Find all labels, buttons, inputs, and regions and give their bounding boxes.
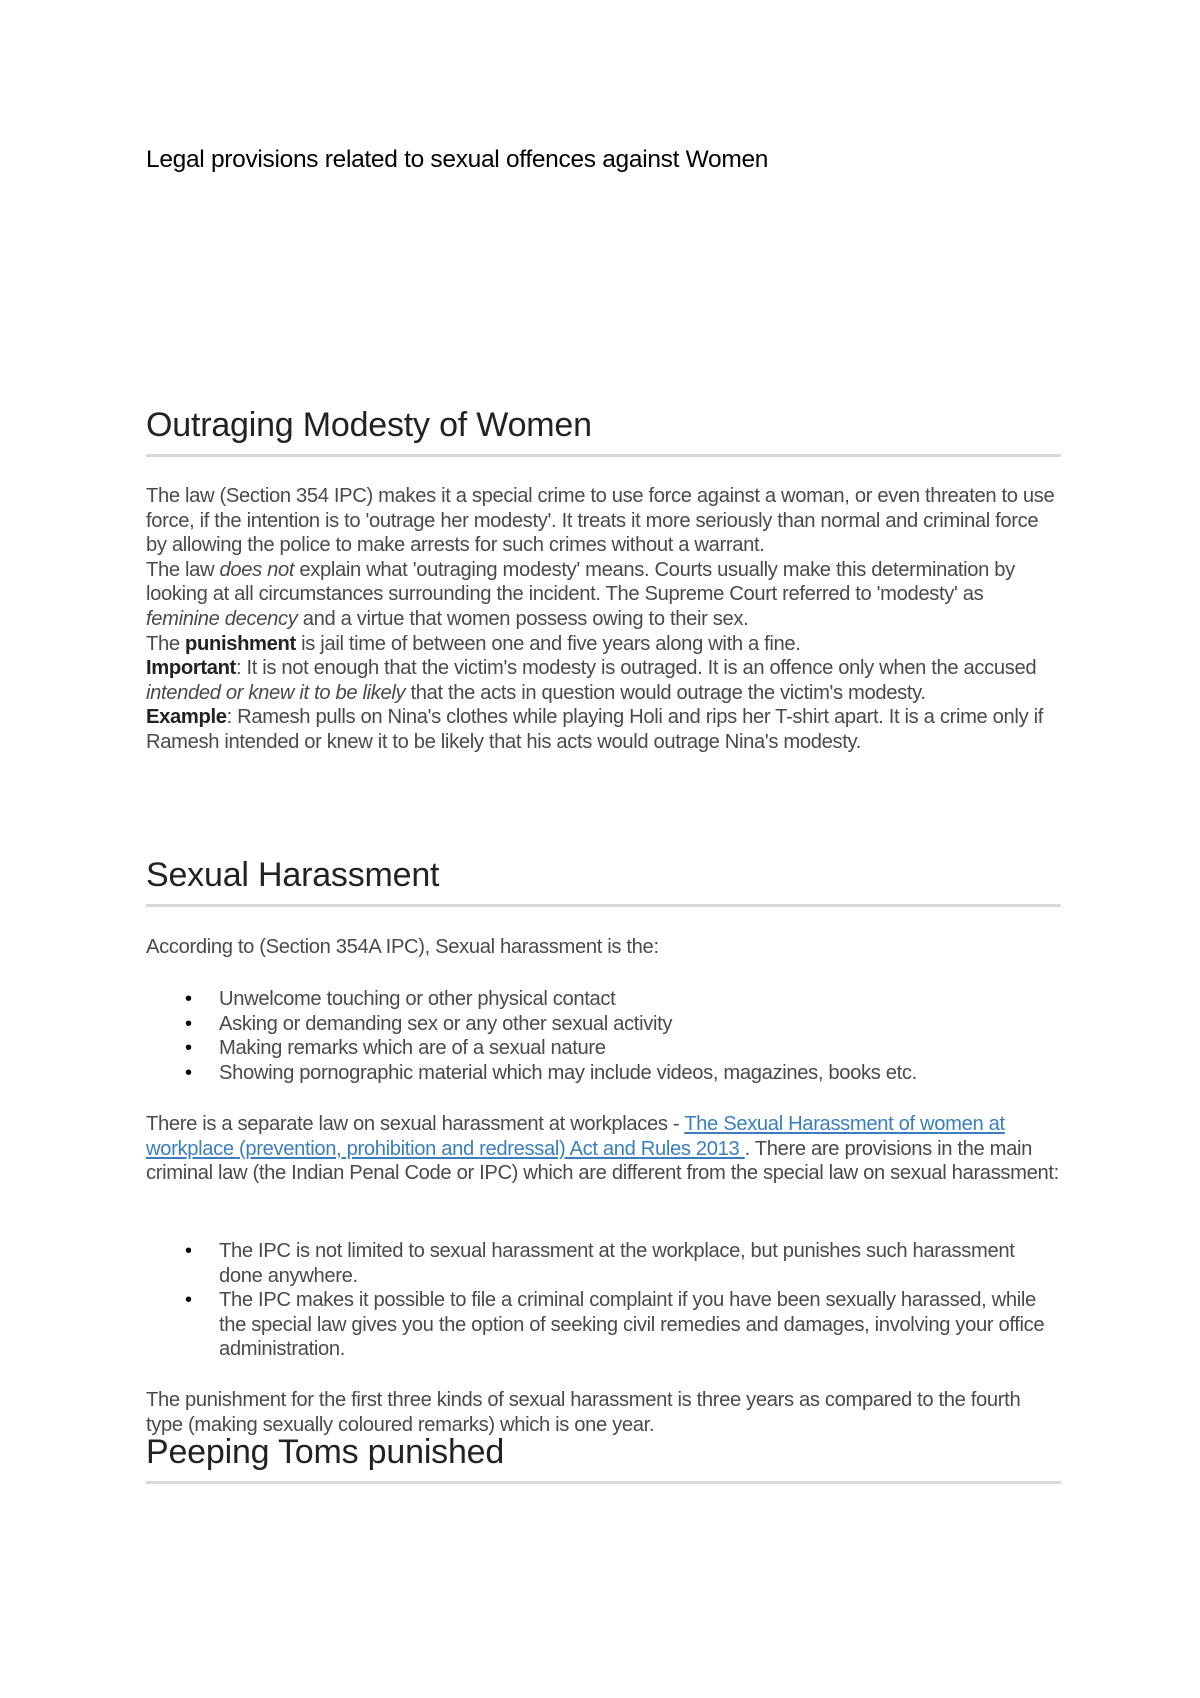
list-item: • Showing pornographic material which may include videos, magazines, books etc. xyxy=(185,1061,917,1084)
bullet-icon: • xyxy=(185,1240,192,1262)
list-item: • Asking or demanding sex or any other sexual activity xyxy=(185,1012,673,1035)
section-divider xyxy=(146,1481,1061,1484)
harassment-types-list xyxy=(146,987,1061,1085)
section-divider xyxy=(146,454,1061,457)
bullet-icon: • xyxy=(185,1289,192,1312)
paragraph: According to (Section 354A IPC), Sexual harassment is the: xyxy=(146,936,659,958)
section-heading-peeping-toms: Peeping Toms punished xyxy=(146,1433,505,1471)
paragraph: The law (Section 354 IPC) makes it a special crime to use force against a woman, or even threaten to use force, if the intention is to 'outrage her modesty'. It treats it more seriously than normal and criminal force by allowing the police to make arrests for such crimes without a warrant. xyxy=(146,485,1055,557)
paragraph: Important: It is not enough that the victim's modesty is outraged. It is an offence only when the accused intended or knew it to be likely that the acts in question would outrage the victim's modesty. xyxy=(146,657,1037,704)
list-item: • The IPC makes it possible to file a criminal complaint if you have been sexually harassed, while the special law gives you the option of seeking civil remedies and damages, involving your office administration. xyxy=(185,1289,1045,1361)
bullet-icon: • xyxy=(185,988,192,1010)
bullet-icon: • xyxy=(185,1012,192,1035)
paragraph: The law does not explain what 'outraging modesty' means. Courts usually make this determination by looking at all circumstances surrounding the incident. The Supreme Court referred to 'modesty' as feminine decency and a virtue that women possess owing to their sex. xyxy=(146,558,1015,630)
bullet-icon: • xyxy=(185,1061,192,1084)
ipc-differences-list xyxy=(146,1239,1061,1362)
list-item: • Making remarks which are of a sexual nature xyxy=(185,1037,606,1060)
document-title: Legal provisions related to sexual offences against Women xyxy=(146,146,769,173)
paragraph: Example: Ramesh pulls on Nina's clothes while playing Holi and rips her T-shirt apart. It is a crime only if Ramesh intended or knew it to be likely that his acts would outrage Nina's modesty. xyxy=(146,706,1043,753)
list-item: • The IPC is not limited to sexual harassment at the workplace, but punishes such harassment done anywhere. xyxy=(185,1240,1015,1287)
list-item: • Unwelcome touching or other physical contact xyxy=(185,988,616,1010)
section-divider xyxy=(146,904,1061,907)
paragraph: The punishment for the first three kinds of sexual harassment is three years as compared to the fourth type (making sexually coloured remarks) which is one year. xyxy=(146,1389,1021,1436)
section-heading-sexual-harassment: Sexual Harassment xyxy=(146,856,440,894)
bullet-icon: • xyxy=(185,1037,192,1060)
paragraph: There is a separate law on sexual harassment at workplaces - The Sexual Harassment of women at workplace (prevention, prohibition and redressal) Act and Rules 2013 . There are provisions in the main criminal law (the Indian Penal Code or IPC) which are different from the special law on sexual harassment: xyxy=(146,1113,1059,1185)
paragraph: The punishment is jail time of between one and five years along with a fine. xyxy=(146,632,801,655)
section-heading-outraging-modesty: Outraging Modesty of Women xyxy=(146,406,592,444)
section-body-outraging-modesty xyxy=(146,484,1061,755)
act-link[interactable]: The Sexual Harassment of women at workplace (prevention, prohibition and redressal) Act and Rules 2013 xyxy=(146,1113,1005,1160)
